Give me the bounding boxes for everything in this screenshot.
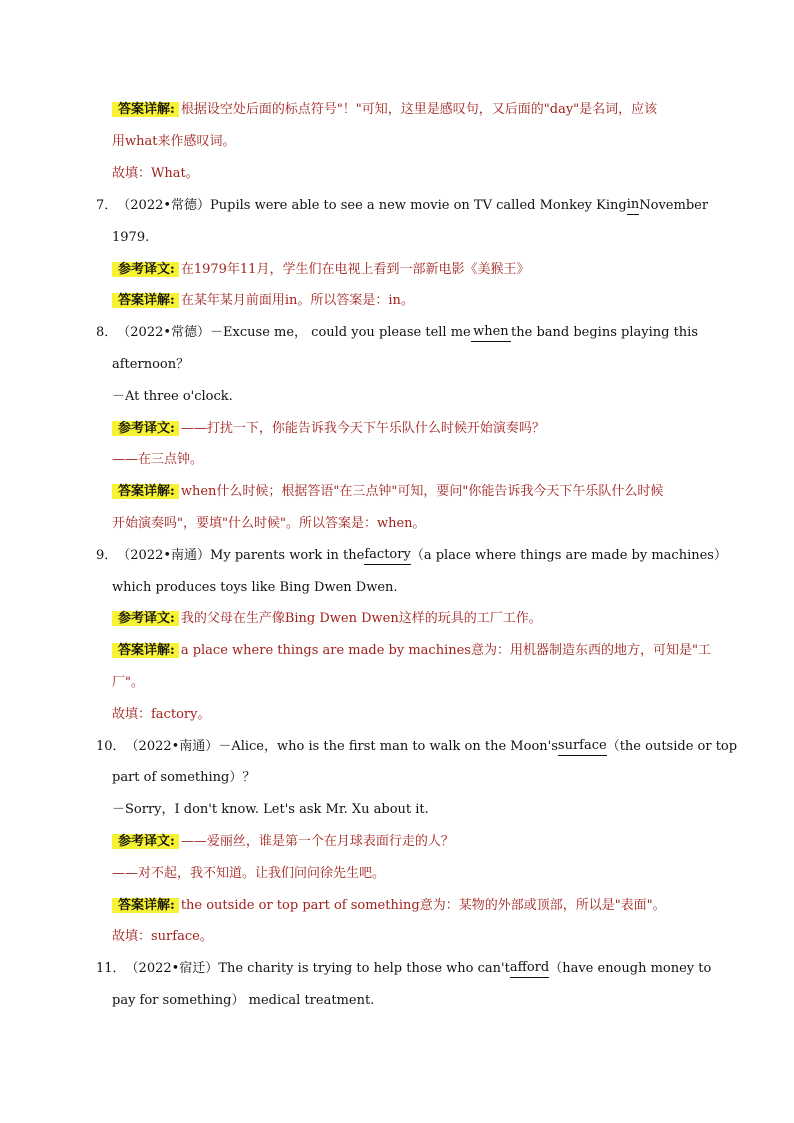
question-continuation: which produces toys like Bing Dwen Dwen. (112, 580, 398, 595)
explain-line: 答案详解: when什么时候；根据答语"在三点钟"可知，要问"你能告诉我今天下午乐队什么时候 (112, 483, 698, 501)
question-continuation: afternoon？ (112, 357, 190, 372)
translation-line: 参考译文: 在1979年11月，学生们在电视上看到一部新电影《美猴王》 (112, 261, 698, 279)
dialogue-line: －At three o'clock. (112, 389, 233, 404)
answer-line: 故填：surface。 (112, 929, 213, 944)
explain-tag: 答案详解: (112, 898, 179, 913)
translation-line: 参考译文: ——爱丽丝，谁是第一个在月球表面行走的人？ (112, 833, 698, 851)
explain-continuation: 厂"。 (112, 675, 144, 690)
question-number: 11． (96, 961, 126, 976)
explain-line: 答案详解: the outside or top part of something意为：某物的外部或顶部，所以是"表面"。 (112, 897, 698, 915)
translation-line: 参考译文: 我的父母在生产像Bing Dwen Dwen这样的玩具的工厂工作。 (112, 610, 698, 628)
explain-continuation: 开始演奏吗"，要填"什么时候"。所以答案是：when。 (112, 516, 426, 531)
question-continuation: 1979. (112, 230, 150, 245)
explain-tag: 答案详解: (112, 643, 179, 658)
translation-tag: 参考译文: (112, 834, 179, 849)
explain-tag: 答案详解: (112, 102, 179, 117)
question-number: 9． (96, 548, 118, 563)
explain-continuation: 用what来作感叹词。 (112, 134, 236, 149)
answer-blank: in (627, 197, 640, 215)
answer-blank: afford (510, 960, 549, 978)
question-11: 11．（2022•宿迁）The charity is trying to help those who can't afford （have enough money to (96, 960, 712, 976)
question-number: 10． (96, 739, 126, 754)
explain-tag: 答案详解: (112, 484, 179, 499)
explain-tag: 答案详解: (112, 293, 179, 308)
translation-tag: 参考译文: (112, 611, 179, 626)
explain-line: 答案详解: 根据设空处后面的标点符号"！"可知，这里是感叹句，又后面的"day"是名词，应该 (112, 101, 698, 119)
answer-line: 故填：factory。 (112, 707, 211, 722)
question-continuation: pay for something） medical treatment. (112, 993, 375, 1008)
answer-line: 故填：What。 (112, 166, 199, 181)
answer-blank: factory (364, 547, 410, 565)
answer-blank: surface (558, 738, 607, 756)
question-continuation: part of something）？ (112, 770, 256, 785)
translation-tag: 参考译文: (112, 262, 179, 277)
question-9: 9．（2022•南通）My parents work in the factory （a place where things are made by machines） (96, 547, 727, 563)
translation-line: 参考译文: ——打扰一下，你能告诉我今天下午乐队什么时候开始演奏吗？ (112, 420, 698, 438)
question-10: 10．（2022•南通）－Alice，who is the first man to walk on the Moon's surface （the outside or top (96, 738, 738, 754)
translation-continuation: ——对不起，我不知道。让我们问问徐先生吧。 (112, 866, 386, 881)
question-7: 7．（2022•常德）Pupils were able to see a new movie on TV called Monkey King in November (96, 197, 709, 213)
translation-continuation: ——在三点钟。 (112, 452, 204, 467)
explain-line: 答案详解: 在某年某月前面用in。所以答案是：in。 (112, 292, 698, 310)
translation-tag: 参考译文: (112, 421, 179, 436)
question-number: 7． (96, 198, 118, 213)
dialogue-line: －Sorry，I don't know. Let's ask Mr. Xu about it. (112, 802, 429, 817)
explain-line: 答案详解: a place where things are made by machines意为：用机器制造东西的地方，可知是"工 (112, 642, 698, 660)
answer-blank: when (471, 324, 511, 342)
question-8: 8．（2022•常德）－Excuse me， could you please tell me when the band begins playing this (96, 324, 698, 340)
question-number: 8． (96, 325, 118, 340)
